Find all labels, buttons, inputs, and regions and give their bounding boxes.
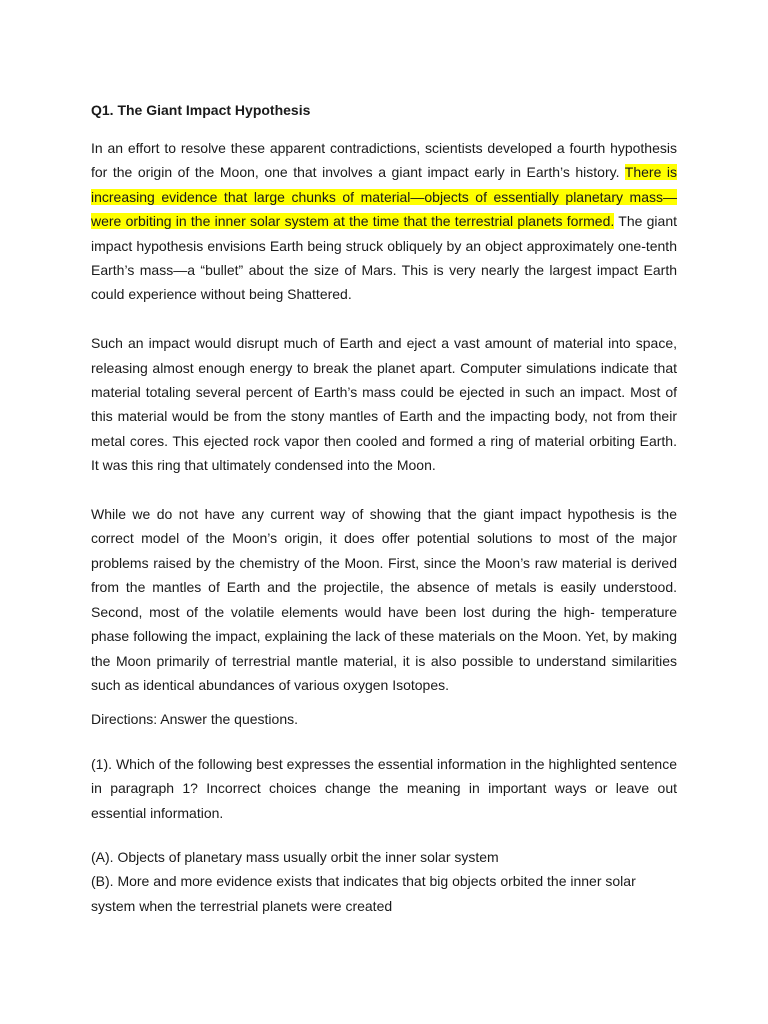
paragraph-1-text-continued: The giant impact hypothesis envisions Earth being struck obliquely by an object approximately one-tenth Earth’s mass—a “bullet” about the size of Mars. This is very nearly the largest impact Earth could experience without being Shattered. xyxy=(91,213,677,303)
directions: Directions: Answer the questions. xyxy=(91,711,298,728)
choice-b: (B). More and more evidence exists that indicates that big objects orbited the inner solar system when the terrestrial planets were created xyxy=(91,873,636,914)
highlighted-sentence: There is increasing evidence that large chunks of material—objects of essentially planetary mass—were orbiting in the inner solar system at the time that the terrestrial planets formed. xyxy=(91,164,678,230)
document-body xyxy=(91,100,677,918)
paragraph-3: While we do not have any current way of showing that the giant impact hypothesis is the correct model of the Moon’s origin, it does offer potential solutions to most of the major problems raised by the chemistry of the Moon. First, since the Moon’s raw material is derived from the mantles of Earth and the projectile, the absence of metals is easily understood. Second, most of the volatile elements would have been lost during the high- temperature phase following the impact, explaining the lack of these materials on the Moon. Yet, by making the Moon primarily of terrestrial mantle material, it is also possible to understand similarities such as identical abundances of various oxygen Isotopes. xyxy=(91,506,677,693)
paragraph-1 xyxy=(91,136,677,307)
question-1: (1). Which of the following best expresses the essential information in the highlighted sentence in paragraph 1? Incorrect choices change the meaning in important ways or leave out essential information. xyxy=(91,755,677,821)
paragraph-1-text: In an effort to resolve these apparent contradictions, scientists developed a fourth hypothesis for the origin of the Moon, one that involves a giant impact early in Earth’s history. xyxy=(91,140,677,181)
choice-a: (A). Objects of planetary mass usually orbit the inner solar system xyxy=(91,848,499,865)
paragraph-2: Such an impact would disrupt much of Earth and eject a vast amount of material into space, releasing almost enough energy to break the planet apart. Computer simulations indicate that material totaling several percent of Earth’s mass could be ejected in such an impact. Most of this material would be from the stony mantles of Earth and the impacting body, not from their metal cores. This ejected rock vapor then cooled and formed a ring of material orbiting Earth. It was this ring that ultimately condensed into the Moon. xyxy=(91,335,677,474)
document-title: Q1. The Giant Impact Hypothesis xyxy=(91,102,311,118)
